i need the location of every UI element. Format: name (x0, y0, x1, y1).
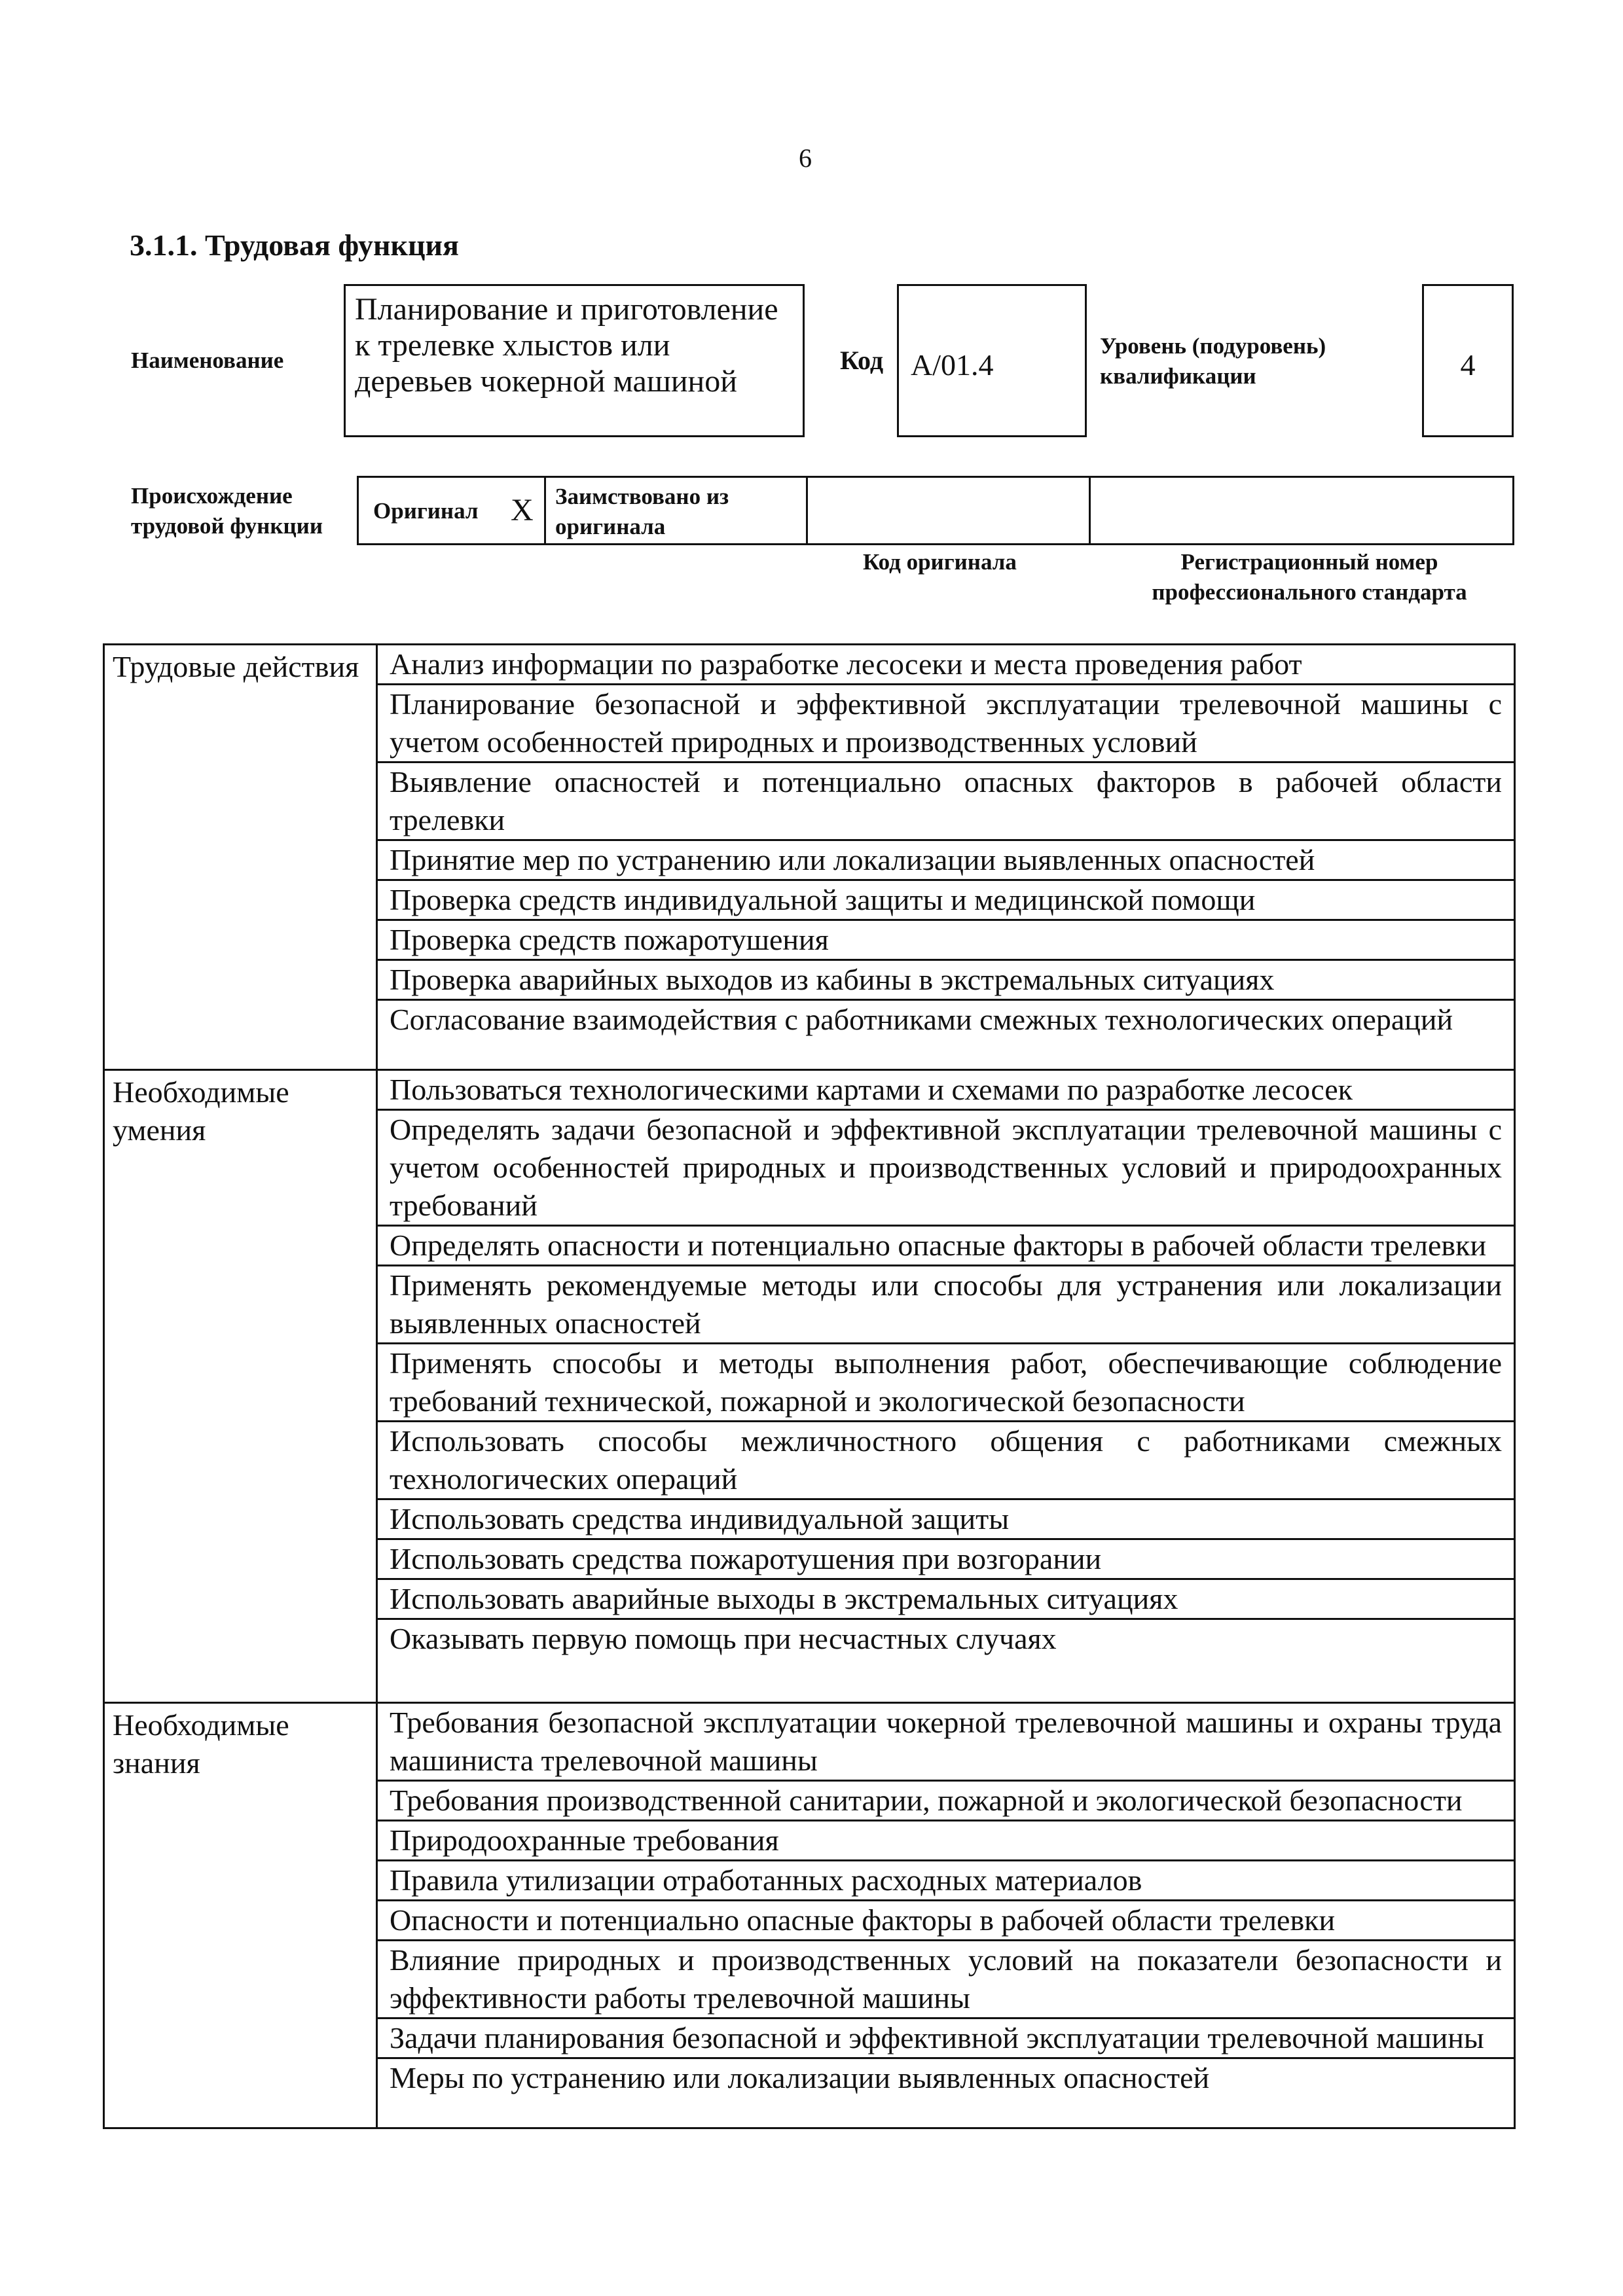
reg-number-caption: Регистрационный номер профессионального стандарта (1152, 549, 1467, 605)
section-title: 3.1.1. Трудовая функция (130, 228, 459, 262)
skills-title: Необходимые умения (104, 1069, 377, 1703)
list-item: Требования производственной санитарии, пожарной и экологической безопасности (378, 1782, 1514, 1821)
knowledge-row (104, 1703, 1515, 2128)
list-item: Оказывать первую помощь при несчастных случаях (390, 1621, 1057, 1655)
name-value: Планирование и приготовление к трелевке хлыстов или деревьев чокерной машиной (355, 292, 778, 399)
level-label: Уровень (подуровень) квалификации (1100, 333, 1326, 389)
list-item: Проверка средств пожаротушения (378, 921, 1514, 961)
code-label: Код (840, 346, 884, 375)
list-item: Использовать способы межличностного общения с работниками смежных технологических операций (378, 1422, 1514, 1500)
list-item: Меры по устранению или локализации выявленных опасностей (390, 2061, 1210, 2095)
skills-list (377, 1069, 1515, 1703)
list-item: Согласование взаимодействия с работниками смежных технологических операций (390, 1003, 1453, 1036)
list-item: Выявление опасностей и потенциально опасных факторов в рабочей области трелевки (378, 763, 1514, 841)
list-item: Природоохранные требования (378, 1821, 1514, 1861)
list-item: Пользоваться технологическими картами и схемами по разработке лесосек (378, 1071, 1514, 1111)
code-original-caption: Код оригинала (863, 549, 1017, 575)
list-item: Использовать средства индивидуальной защиты (378, 1500, 1514, 1540)
original-mark: X (511, 493, 534, 528)
list-item: Задачи планирования безопасной и эффективной эксплуатации трелевочной машины (378, 2019, 1514, 2059)
list-item: Принятие мер по устранению или локализации выявленных опасностей (378, 841, 1514, 881)
borrowed-label: Заимствовано из оригинала (555, 484, 729, 539)
list-item: Планирование безопасной и эффективной эксплуатации трелевочной машины с учетом особенностей природных и производственных условий (378, 685, 1514, 763)
level-value: 4 (1460, 348, 1476, 382)
main-table (103, 643, 1516, 2129)
list-item: Проверка средств индивидуальной защиты и медицинской помощи (378, 881, 1514, 921)
list-item: Использовать аварийные выходы в экстремальных ситуациях (378, 1580, 1514, 1620)
actions-title: Трудовые действия (104, 645, 377, 1070)
borrowed-cell (546, 478, 808, 543)
knowledge-title: Необходимые знания (104, 1703, 377, 2128)
code-original-cell (808, 478, 1091, 543)
knowledge-list (377, 1703, 1515, 2128)
list-item: Определять задачи безопасной и эффективной эксплуатации трелевочной машины с учетом особенностей природных и производственных условий и природоохранных требований (378, 1111, 1514, 1227)
reg-number-cell (1091, 478, 1512, 543)
name-label: Наименование (131, 348, 284, 373)
name-value-box (344, 284, 805, 437)
list-item: Требования безопасной эксплуатации чокерной трелевочной машины и охраны труда машиниста трелевочной машины (378, 1704, 1514, 1782)
actions-list (377, 645, 1515, 1070)
list-item: Правила утилизации отработанных расходных материалов (378, 1861, 1514, 1901)
skills-row (104, 1069, 1515, 1703)
original-label: Оригинал (373, 498, 479, 524)
list-item: Использовать средства пожаротушения при возгорании (378, 1540, 1514, 1580)
list-item: Влияние природных и производственных условий на показатели безопасности и эффективности работы трелевочной машины (378, 1941, 1514, 2019)
origin-row (357, 476, 1514, 545)
list-item: Опасности и потенциально опасные факторы в рабочей области трелевки (378, 1901, 1514, 1941)
code-value-box (897, 284, 1087, 437)
list-item: Применять способы и методы выполнения работ, обеспечивающие соблюдение требований технической, пожарной и экологической безопасности (378, 1344, 1514, 1422)
page-number: 6 (799, 143, 812, 173)
code-value: А/01.4 (911, 348, 994, 382)
list-item: Применять рекомендуемые методы или способы для устранения или локализации выявленных опасностей (378, 1266, 1514, 1344)
list-item: Определять опасности и потенциально опасные факторы в рабочей области трелевки (378, 1227, 1514, 1266)
list-item: Анализ информации по разработке лесосеки и места проведения работ (378, 645, 1514, 685)
original-cell (359, 478, 546, 543)
actions-row (104, 645, 1515, 1070)
list-item: Проверка аварийных выходов из кабины в экстремальных ситуациях (378, 961, 1514, 1001)
level-value-box (1422, 284, 1514, 437)
origin-label: Происхождение трудовой функции (131, 483, 323, 539)
